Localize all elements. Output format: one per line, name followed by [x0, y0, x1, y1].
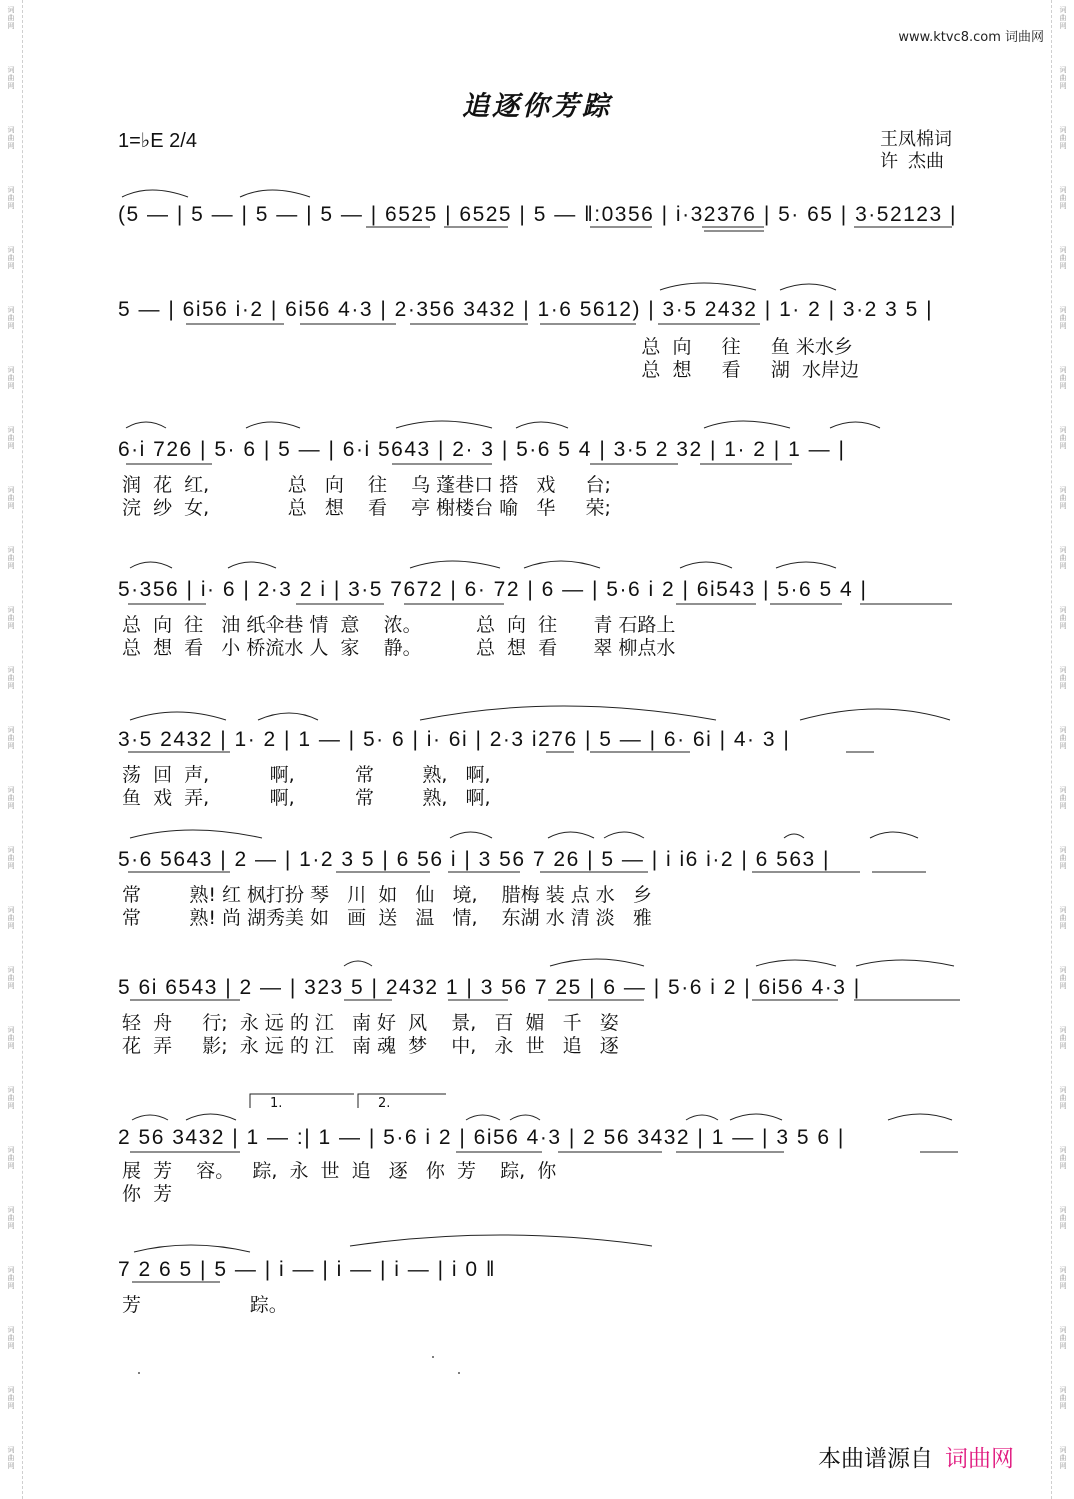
- watermark-mark: 词 曲 网: [1059, 1266, 1067, 1290]
- lyrics-verse-1: 荡 回 声, 啊, 常 熟, 啊,: [122, 764, 491, 786]
- lyrics-verse-2: 你 芳: [122, 1183, 173, 1205]
- watermark-mark: 词 曲 网: [1059, 66, 1067, 90]
- watermark-mark: 词 曲 网: [1059, 246, 1067, 270]
- lyrics-verse-1: 总 向 往 油 纸伞巷 情 意 浓。 总 向 往 青 石路上: [122, 614, 676, 636]
- lyrics-verse-2: 总 想 看 湖 水岸边: [122, 359, 859, 381]
- watermark-mark: 词 曲 网: [7, 1206, 15, 1230]
- brand-link[interactable]: 词曲网: [945, 1446, 1014, 1472]
- lyrics-verse-1: 总 向 往 鱼 米水乡: [122, 336, 853, 358]
- watermark-mark: 词 曲 网: [1059, 726, 1067, 750]
- watermark-mark: 词 曲 网: [1059, 606, 1067, 630]
- site-url[interactable]: www.ktvc8.com 词曲网: [898, 30, 1044, 45]
- watermark-mark: 词 曲 网: [1059, 666, 1067, 690]
- watermark-mark: 词 曲 网: [7, 186, 15, 210]
- stray-dot: [432, 1356, 434, 1358]
- notation-line: 5 — | 6i56 i·2 | 6i56 4·3 | 2·356 3432 | 1·6 5612) | 3·5 2432 | 1· 2 | 3·2 3 5 |: [118, 298, 934, 321]
- watermark-mark: 词 曲 网: [7, 966, 15, 990]
- watermark-mark: 词 曲 网: [7, 606, 15, 630]
- watermark-mark: 词 曲 网: [1059, 1146, 1067, 1170]
- watermark-mark: 词 曲 网: [1059, 1446, 1067, 1470]
- watermark-mark: 词 曲 网: [7, 1446, 15, 1470]
- watermark-mark: 词 曲 网: [1059, 126, 1067, 150]
- watermark-mark: 词 曲 网: [7, 666, 15, 690]
- watermark-mark: 词 曲 网: [1059, 1026, 1067, 1050]
- lyrics-verse-1: 润 花 红, 总 向 往 乌 蓬巷口 搭 戏 台;: [122, 474, 611, 496]
- watermark-mark: 词 曲 网: [1059, 846, 1067, 870]
- watermark-mark: 词 曲 网: [1059, 426, 1067, 450]
- watermark-mark: 词 曲 网: [1059, 1326, 1067, 1350]
- watermark-mark: 词 曲 网: [1059, 546, 1067, 570]
- notation-line: (5 — | 5 — | 5 — | 5 — | 6525 | 6525 | 5 — ‖:0356 | i·32376 | 5· 65 | 3·52123 |: [118, 203, 957, 226]
- watermark-mark: 词 曲 网: [1059, 1206, 1067, 1230]
- notation-line: 7 2 6 5 | 5 — | i — | i — | i — | i 0 ‖: [118, 1258, 497, 1281]
- stray-dot: [138, 1372, 140, 1374]
- watermark-mark: 词 曲 网: [7, 846, 15, 870]
- watermark-mark: 词 曲 网: [7, 1146, 15, 1170]
- lyrics-verse-1: 展 芳 容。 踪, 永 世 追 逐 你 芳 踪, 你: [122, 1160, 557, 1182]
- source-footer: [818, 1440, 1014, 1473]
- credits: [880, 128, 952, 172]
- lyrics-verse-2: 常 熟! 尚 湖秀美 如 画 送 温 情, 东湖 水 清 淡 雅: [122, 907, 652, 929]
- lyricist: 王凤棉词: [880, 129, 952, 149]
- notation-line: 5·356 | i· 6 | 2·3 2 i | 3·5 7672 | 6· 72 | 6 — | 5·6 i 2 | 6i543 | 5·6 5 4 |: [118, 578, 868, 601]
- watermark-mark: 词 曲 网: [1059, 906, 1067, 930]
- notation-line: 5·6 5643 | 2 — | 1·2 3 5 | 6 56 i | 3 56 7 26 | 5 — | i i6 i·2 | 6 563 |: [118, 848, 830, 871]
- watermark-mark: 词 曲 网: [7, 906, 15, 930]
- watermark-mark: 词 曲 网: [1059, 6, 1067, 30]
- notation-line: 2 56 3432 | 1 — :| 1 — | 5·6 i 2 | 6i56 4·3 | 2 56 3432 | 1 — | 3 5 6 |: [118, 1126, 845, 1149]
- source-label: 本曲谱源自: [818, 1446, 933, 1472]
- song-title: 追逐你芳踪: [462, 91, 612, 122]
- watermark-mark: 词 曲 网: [7, 306, 15, 330]
- watermark-mark: 词 曲 网: [7, 66, 15, 90]
- watermark-mark: 词 曲 网: [7, 486, 15, 510]
- watermark-mark: 词 曲 网: [1059, 366, 1067, 390]
- watermark-mark: 词 曲 网: [1059, 486, 1067, 510]
- lyrics-verse-1: 常 熟! 红 枫打扮 琴 川 如 仙 境, 腊梅 装 点 水 乡: [122, 884, 652, 906]
- watermark-mark: 词 曲 网: [7, 786, 15, 810]
- watermark-mark: 词 曲 网: [7, 1086, 15, 1110]
- watermark-mark: 词 曲 网: [1059, 1386, 1067, 1410]
- lyrics-verse-1: 芳 踪。: [122, 1294, 288, 1316]
- watermark-mark: 词 曲 网: [7, 1326, 15, 1350]
- watermark-mark: 词 曲 网: [1059, 1086, 1067, 1110]
- composer: 许 杰曲: [880, 151, 945, 171]
- watermark-mark: 词 曲 网: [1059, 966, 1067, 990]
- watermark-mark: 词 曲 网: [1059, 306, 1067, 330]
- notation-line: 6·i 726 | 5· 6 | 5 — | 6·i 5643 | 2· 3 | 5·6 5 4 | 3·5 2 32 | 1· 2 | 1 — |: [118, 438, 846, 461]
- watermark-mark: 词 曲 网: [7, 1386, 15, 1410]
- watermark-mark: 词 曲 网: [7, 246, 15, 270]
- key-signature: 1=♭E 2/4: [118, 130, 197, 152]
- watermark-mark: 词 曲 网: [1059, 186, 1067, 210]
- watermark-mark: 词 曲 网: [7, 546, 15, 570]
- watermark-mark: 词 曲 网: [7, 366, 15, 390]
- volta-1-label: 1.: [270, 1096, 283, 1111]
- stray-dot: [458, 1372, 460, 1374]
- watermark-mark: 词 曲 网: [7, 726, 15, 750]
- notation-line: 3·5 2432 | 1· 2 | 1 — | 5· 6 | i· 6i | 2·3 i276 | 5 — | 6· 6i | 4· 3 |: [118, 728, 791, 751]
- lyrics-verse-2: 总 想 看 小 桥流水 人 家 静。 总 想 看 翠 柳点水: [122, 637, 676, 659]
- watermark-mark: 词 曲 网: [7, 126, 15, 150]
- lyrics-verse-2: 鱼 戏 弄, 啊, 常 熟, 啊,: [122, 787, 491, 809]
- watermark-mark: 词 曲 网: [7, 6, 15, 30]
- watermark-mark: 词 曲 网: [7, 426, 15, 450]
- lyrics-verse-2: 花 弄 影; 永 远 的 江 南 魂 梦 中, 永 世 追 逐: [122, 1035, 619, 1057]
- watermark-mark: 词 曲 网: [7, 1266, 15, 1290]
- lyrics-verse-2: 浣 纱 女, 总 想 看 亭 榭楼台 喻 华 荣;: [122, 497, 611, 519]
- volta-2-label: 2.: [378, 1096, 391, 1111]
- watermark-mark: 词 曲 网: [7, 1026, 15, 1050]
- lyrics-verse-1: 轻 舟 行; 永 远 的 江 南 好 风 景, 百 媚 千 姿: [122, 1012, 619, 1034]
- watermark-mark: 词 曲 网: [1059, 786, 1067, 810]
- notation-line: 5 6i 6543 | 2 — | 323 5 | 2432 1 | 3 56 7 25 | 6 — | 5·6 i 2 | 6i56 4·3 |: [118, 976, 861, 999]
